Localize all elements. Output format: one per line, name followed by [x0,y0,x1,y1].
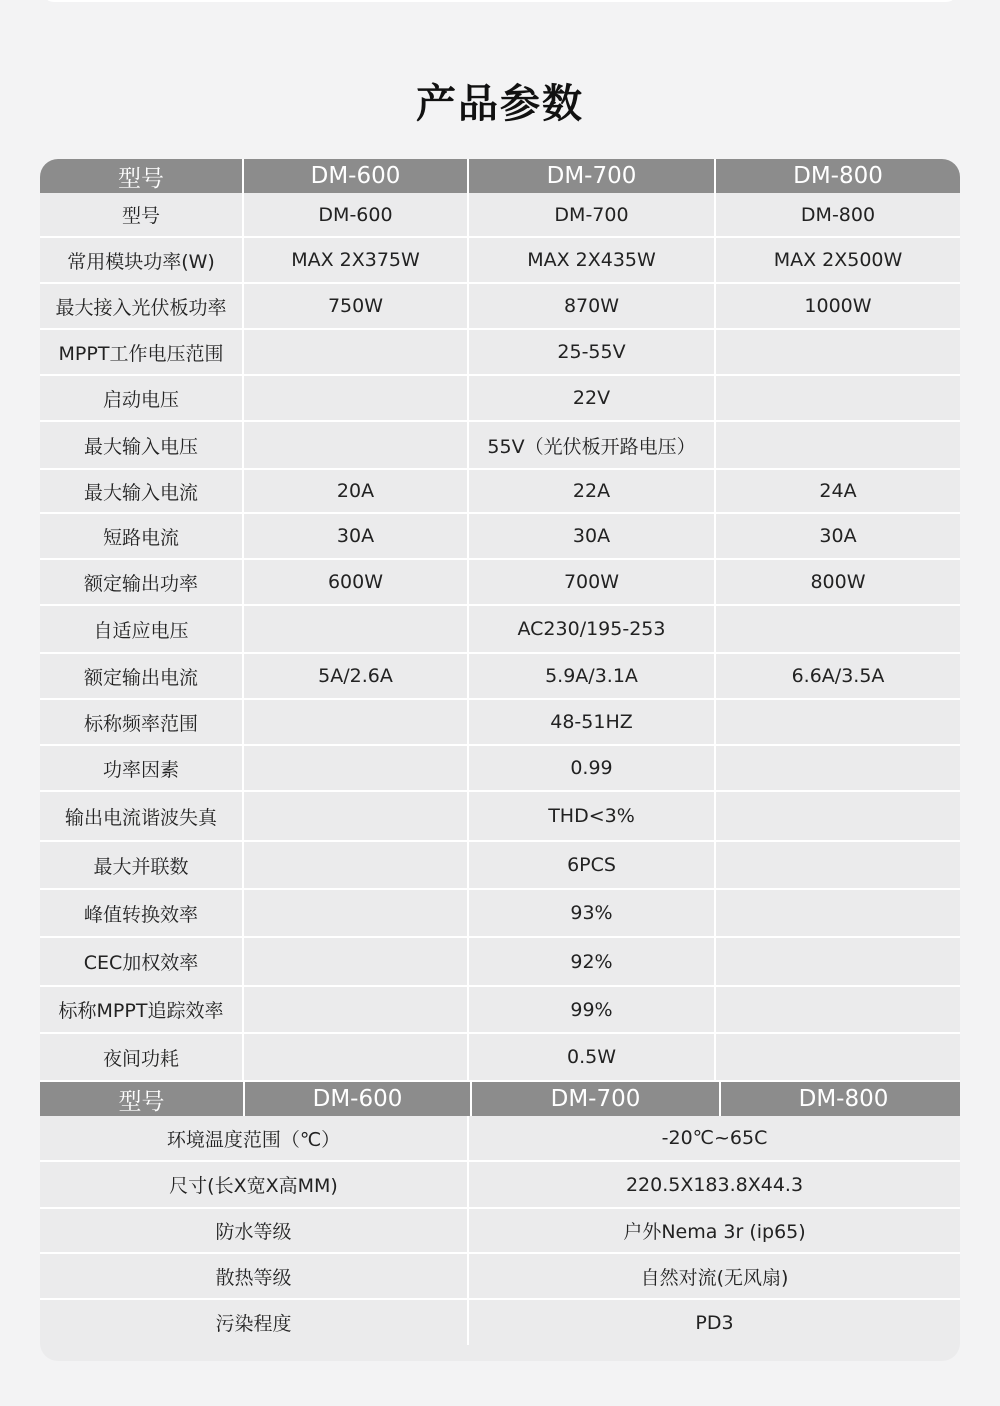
param-value: PD3 [468,1299,960,1345]
param-value: 20A [243,469,468,513]
param-value [243,986,468,1033]
header-model-label: 型号 [40,159,243,193]
param-value: 25-55V [468,329,715,375]
param-label: 自适应电压 [40,605,243,653]
table-row [40,605,960,653]
table-row [40,1208,960,1253]
param-value [715,986,960,1033]
table-row [40,791,960,841]
table-row [40,193,960,237]
header-model-2: DM-700 [468,159,715,193]
header-cell-group [40,1082,960,1116]
param-label: 污染程度 [40,1299,468,1345]
param-value: 24A [715,469,960,513]
table-row [40,841,960,889]
param-value [715,937,960,986]
param-label: 峰值转换效率 [40,889,243,937]
param-label: 额定输出电流 [40,653,243,699]
param-value: 30A [243,513,468,559]
table-row [40,329,960,375]
table-row [40,375,960,421]
param-value: 0.99 [468,745,715,791]
param-value [715,699,960,745]
param-value [715,889,960,937]
param-value [715,1033,960,1081]
param-label: 散热等级 [40,1253,468,1299]
table-row [40,889,960,937]
param-label: 环境温度范围（℃） [40,1116,468,1161]
table-header-row [40,159,960,193]
param-value: MAX 2X500W [715,237,960,283]
param-value: 6.6A/3.5A [715,653,960,699]
param-value [243,1033,468,1081]
param-value: 30A [715,513,960,559]
param-value: 5A/2.6A [243,653,468,699]
param-value: 870W [468,283,715,329]
param-value: 0.5W [468,1033,715,1081]
param-value [715,605,960,653]
param-value [715,375,960,421]
param-label: 常用模块功率(W) [40,237,243,283]
header-model-label: 型号 [40,1082,244,1116]
param-value: 750W [243,283,468,329]
param-value: 22A [468,469,715,513]
param-value: 22V [468,375,715,421]
spec-table-main [40,159,960,1082]
param-label: 型号 [40,193,243,237]
header-model-1: DM-600 [243,159,468,193]
table-row [40,1253,960,1299]
param-label: 标称MPPT追踪效率 [40,986,243,1033]
spec-table-environment [40,1082,960,1345]
param-value: 700W [468,559,715,605]
param-value: THD<3% [468,791,715,841]
param-value: 55V（光伏板开路电压） [468,421,715,469]
param-label: MPPT工作电压范围 [40,329,243,375]
param-value: 1000W [715,283,960,329]
param-value: DM-800 [715,193,960,237]
header-model-3: DM-800 [720,1082,960,1116]
param-label: 最大并联数 [40,841,243,889]
param-label: CEC加权效率 [40,937,243,986]
table-row [40,559,960,605]
param-value [243,937,468,986]
table-row [40,986,960,1033]
param-value [243,791,468,841]
param-value [243,329,468,375]
param-value: 5.9A/3.1A [468,653,715,699]
table-row [40,699,960,745]
param-value: 99% [468,986,715,1033]
param-label: 尺寸(长X宽X高MM) [40,1161,468,1208]
table-row [40,745,960,791]
param-label: 短路电流 [40,513,243,559]
param-value [715,745,960,791]
param-label: 最大输入电压 [40,421,243,469]
param-value [715,421,960,469]
table-row [40,513,960,559]
table-row [40,469,960,513]
param-value: AC230/195-253 [468,605,715,653]
page-title: 产品参数 [416,81,584,127]
param-value [243,421,468,469]
param-value: 30A [468,513,715,559]
header-model-2: DM-700 [471,1082,720,1116]
table-row [40,937,960,986]
param-label: 最大接入光伏板功率 [40,283,243,329]
param-value: 92% [468,937,715,986]
param-label: 最大输入电流 [40,469,243,513]
param-value [715,791,960,841]
param-value [243,889,468,937]
param-label: 夜间功耗 [40,1033,243,1081]
param-value: 48-51HZ [468,699,715,745]
param-label: 标称频率范围 [40,699,243,745]
param-value [243,745,468,791]
table-header-row-2 [40,1082,960,1116]
top-card [42,0,958,2]
header-model-1: DM-600 [244,1082,471,1116]
table-row [40,1161,960,1208]
param-value: MAX 2X435W [468,237,715,283]
param-value [715,329,960,375]
table-row [40,653,960,699]
table-row [40,283,960,329]
header-model-3: DM-800 [715,159,960,193]
table-row [40,1299,960,1345]
param-label: 输出电流谐波失真 [40,791,243,841]
param-value: 6PCS [468,841,715,889]
table-row [40,237,960,283]
param-label: 额定输出功率 [40,559,243,605]
param-label: 功率因素 [40,745,243,791]
param-value: 600W [243,559,468,605]
param-value [243,841,468,889]
param-value: 户外Nema 3r (ip65) [468,1208,960,1253]
param-value: 800W [715,559,960,605]
param-value [243,605,468,653]
param-value [243,699,468,745]
table-row [40,1033,960,1081]
param-value: DM-600 [243,193,468,237]
param-value: 自然对流(无风扇) [468,1253,960,1299]
param-value: MAX 2X375W [243,237,468,283]
param-label: 防水等级 [40,1208,468,1253]
table-row [40,1116,960,1161]
param-value [243,375,468,421]
param-value: -20℃~65C [468,1116,960,1161]
param-value: 220.5X183.8X44.3 [468,1161,960,1208]
param-label: 启动电压 [40,375,243,421]
spec-table-container [40,159,960,1361]
param-value: 93% [468,889,715,937]
table-row [40,421,960,469]
param-value: DM-700 [468,193,715,237]
param-value [715,841,960,889]
